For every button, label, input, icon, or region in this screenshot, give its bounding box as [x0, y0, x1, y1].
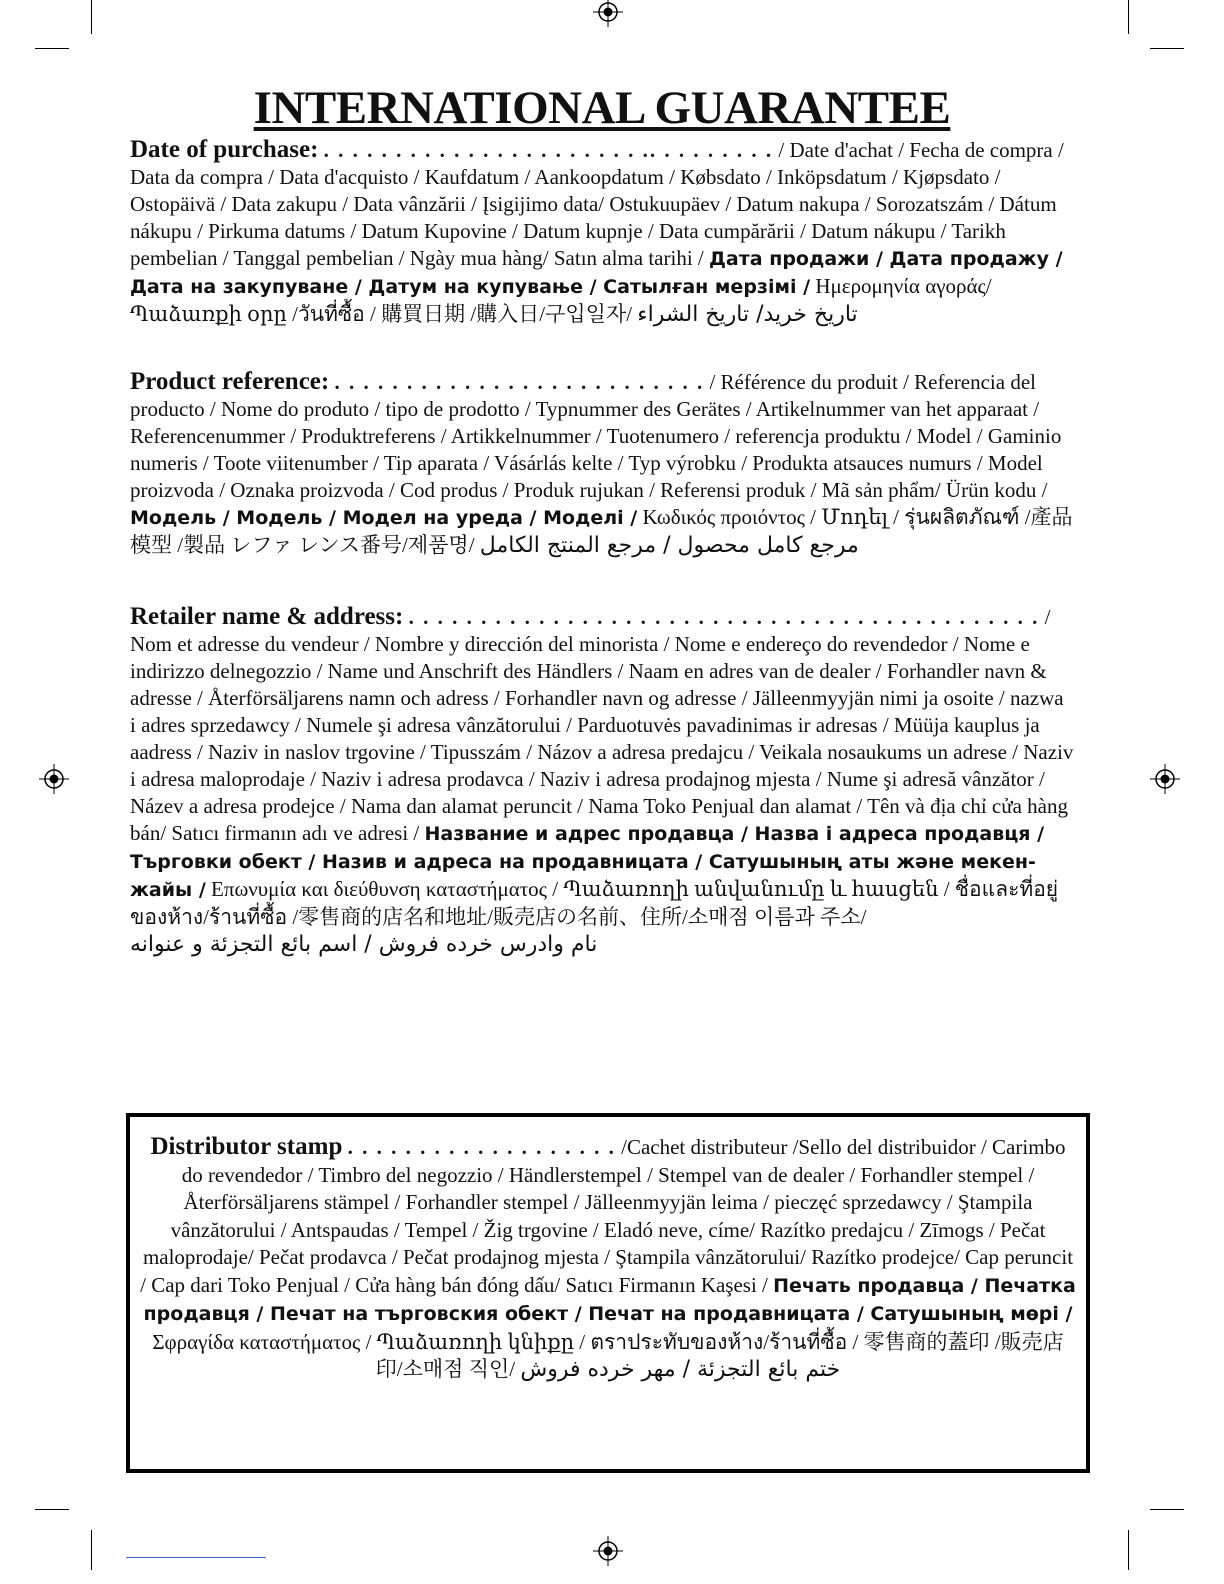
- translations-cyrillic: Дата продажи / Дата продажу / Дата на закупуване / Датум на купување / Сатылған мерзімі /: [130, 248, 1063, 298]
- registration-mark-icon: [1150, 764, 1180, 794]
- product-reference-label: Product reference:: [130, 368, 330, 395]
- retailer-name-address-field: [130, 603, 1074, 958]
- registration-mark-icon: [593, 1536, 623, 1566]
- page-title: INTERNATIONAL GUARANTEE: [253, 82, 951, 134]
- translations-latin: / Date d'achat / Fecha de compra / Data da compra / Data d'acquisto / Kaufdatum / Aankoopdatum / Købsdato / Inköpsdatum / Kjøpsdato / Ostopäivä / Data zakupu / Data vânzării / Įsigijimo data/ Ostukuupäev / Datum nakupa / Sorozatszám / Dátum nákupu / Pirkuma datums / Datum Kupovine / Datum kupnje / Data cumpărării / Datum nákupu / Tarikh pembelian / Tanggal pembelian / Ngày mua hàng/ Satın alma tarihi /: [130, 138, 1064, 270]
- date-of-purchase-label: Date of purchase:: [130, 136, 319, 163]
- crop-mark: [1150, 48, 1184, 49]
- registration-mark-icon: [39, 764, 69, 794]
- crop-mark: [91, 0, 92, 34]
- fill-in-dots: . . . . . . . . . . . . . . . . . . . . . . . . . .: [334, 370, 705, 394]
- translations-latin: / Nom et adresse du vendeur / Nombre y dirección del minorista / Nome e endereço do revendedor / Nome e indirizzo delnegozzio / Name und Anschrift des Händlers / Naam en adres van de dealer / Forhandler navn & adresse / Återförsäljarens namn och adress / Forhandler navn og adresse / Jälleenmyyjän nimi ja osoite / nazwa i adres sprzedawcy / Numele şi adresa vânzătorului / Parduotuvės pavadinimas ir adresas / Müüja kauplus ja aadress / Naziv in naslov trgovine / Tipusszám / Názov a adresa predajcu / Veikala nosaukums un adrese / Naziv i adresa maloprodaje / Naziv i adresa prodavca / Naziv i adresa prodajnog mjesta / Nume şi adresă vânzător / Název a adresa prodejce / Nama dan alamat peruncit / Nama Toko Penjual dan alamat / Tên và địa chỉ cửa hàng bán/ Satıcı firmanın adı ve adresi /: [130, 605, 1074, 845]
- fill-in-dots: . . . . . . . . . . . . . . . . . . . . . . . . . . . . . . . . . . . . . . . . . . . .: [408, 605, 1040, 629]
- translations-cyrillic: Модель / Модель / Модел на уреда / Моделі /: [130, 507, 638, 529]
- product-reference-field: [130, 368, 1074, 559]
- distributor-stamp-box: [126, 1113, 1090, 1473]
- translations-latin: / Référence du produit / Referencia del producto / Nome do produto / tipo de prodotto / Typnummer des Gerätes / Artikelnummer van het apparaat / Referencenummer / Produktreferens / Artikkelnummer / Tuotenumero / referencja produktu / Model / Gaminio numeris / Toote viitenumber / Tip aparata / Vásárlás kelte / Typ výrobku / Produkta atsauces numurs / Model proizvoda / Oznaka proizvoda / Cod produs / Produk rujukan / Referensi produk / Mã sản phẩm/ Ürün kodu /: [130, 370, 1062, 502]
- translations-cyrillic: Печать продавца / Печатка продавця / Печат на търговския обект / Печат на продавницата / Сатушының мөрі /: [143, 1274, 1076, 1325]
- registration-mark-icon: [593, 0, 623, 27]
- translations-rtl: تاریخ خرید/ تاريخ الشراء: [637, 302, 858, 327]
- translations-latin: /Cachet distributeur /Sello del distribuidor / Carimbo do revendedor / Timbro del negozzio / Händlerstempel / Stempel van de dealer / Forhandler stempel / Återförsäljarens stämpel / Forhandler stempel / Jälleenmyyjän leima / pieczęć sprzedawcy / Ştampila vânzătorului / Antspaudas / Tempel / Žig trgovine / Eladó neve, címe/ Razítko predajcu / Zīmogs / Pečat maloprodaje/ Pečat prodavca / Pečat prodajnog mjesta / Ştampila vânzătorului/ Razítko prodejce/ Cap peruncit / Cap dari Toko Penjual / Cửa hàng bán đóng dấu/ Satıcı Firmanın Kaşesi /: [140, 1135, 1074, 1297]
- crop-mark: [1128, 0, 1129, 34]
- guarantee-content: [130, 82, 1074, 958]
- translations-other: Σφραγίδα καταστήματος / Պաձառողի կնիքը / ตราประทับของห้าง/ร้านที่ซื้อ / 零售商的蓋印 /販売店印/소매점 직인/: [152, 1329, 1064, 1381]
- translations-other: Ημερομηνία αγοράς/ Պաձառքի օրը /วันที่ซื้อ / 購買日期 /購入日/구입일자/: [130, 274, 992, 326]
- crop-mark: [91, 1530, 92, 1570]
- retailer-name-address-label: Retailer name & address:: [130, 603, 404, 630]
- crop-mark: [35, 1509, 69, 1510]
- fill-in-dots: . . . . . . . . . . . . . . . . . . . . . . .. . . . . . . . .: [323, 138, 774, 162]
- translations-other: Επωνυμία και διεύθυνση καταστήματος / Պաձառողի անվանումը և հասցեն / ชื่อและที่อยู่ของห้าง/ร้านที่ซื้อ /零售商的店名和地址/販売店の名前、住所/소매점 이름과 주소/: [130, 877, 1059, 929]
- date-of-purchase-field: [130, 136, 1074, 328]
- translations-rtl: ختم بائع التجزئة / مهر خرده فروش: [520, 1357, 841, 1382]
- distributor-stamp-label: Distributor stamp: [150, 1133, 343, 1160]
- translations-rtl: مرجع کامل محصول / مرجع المنتج الكامل: [479, 533, 859, 558]
- crop-mark: [35, 48, 69, 49]
- fill-in-dots: . . . . . . . . . . . . . . . . . . .: [347, 1135, 616, 1159]
- crop-mark: [1128, 1530, 1129, 1570]
- crop-mark: [1150, 1509, 1184, 1510]
- translations-cyrillic: Название и адрес продавца / Назва і адреса продавця / Търговки обект / Назив и адреса на продавницата / Сатушының аты және мекен-жайы /: [130, 823, 1045, 901]
- translations-rtl: نام وادرس خرده فروش / اسم بائع التجزئة و عنوانه: [130, 932, 598, 957]
- footer-rule: [126, 1557, 266, 1558]
- translations-other: Κωδικός προιόντος / Մոդել / รุ่นผลิตภัณฑ์ /產品模型 /製品 レファ レンス番号/제품명/: [130, 505, 1073, 557]
